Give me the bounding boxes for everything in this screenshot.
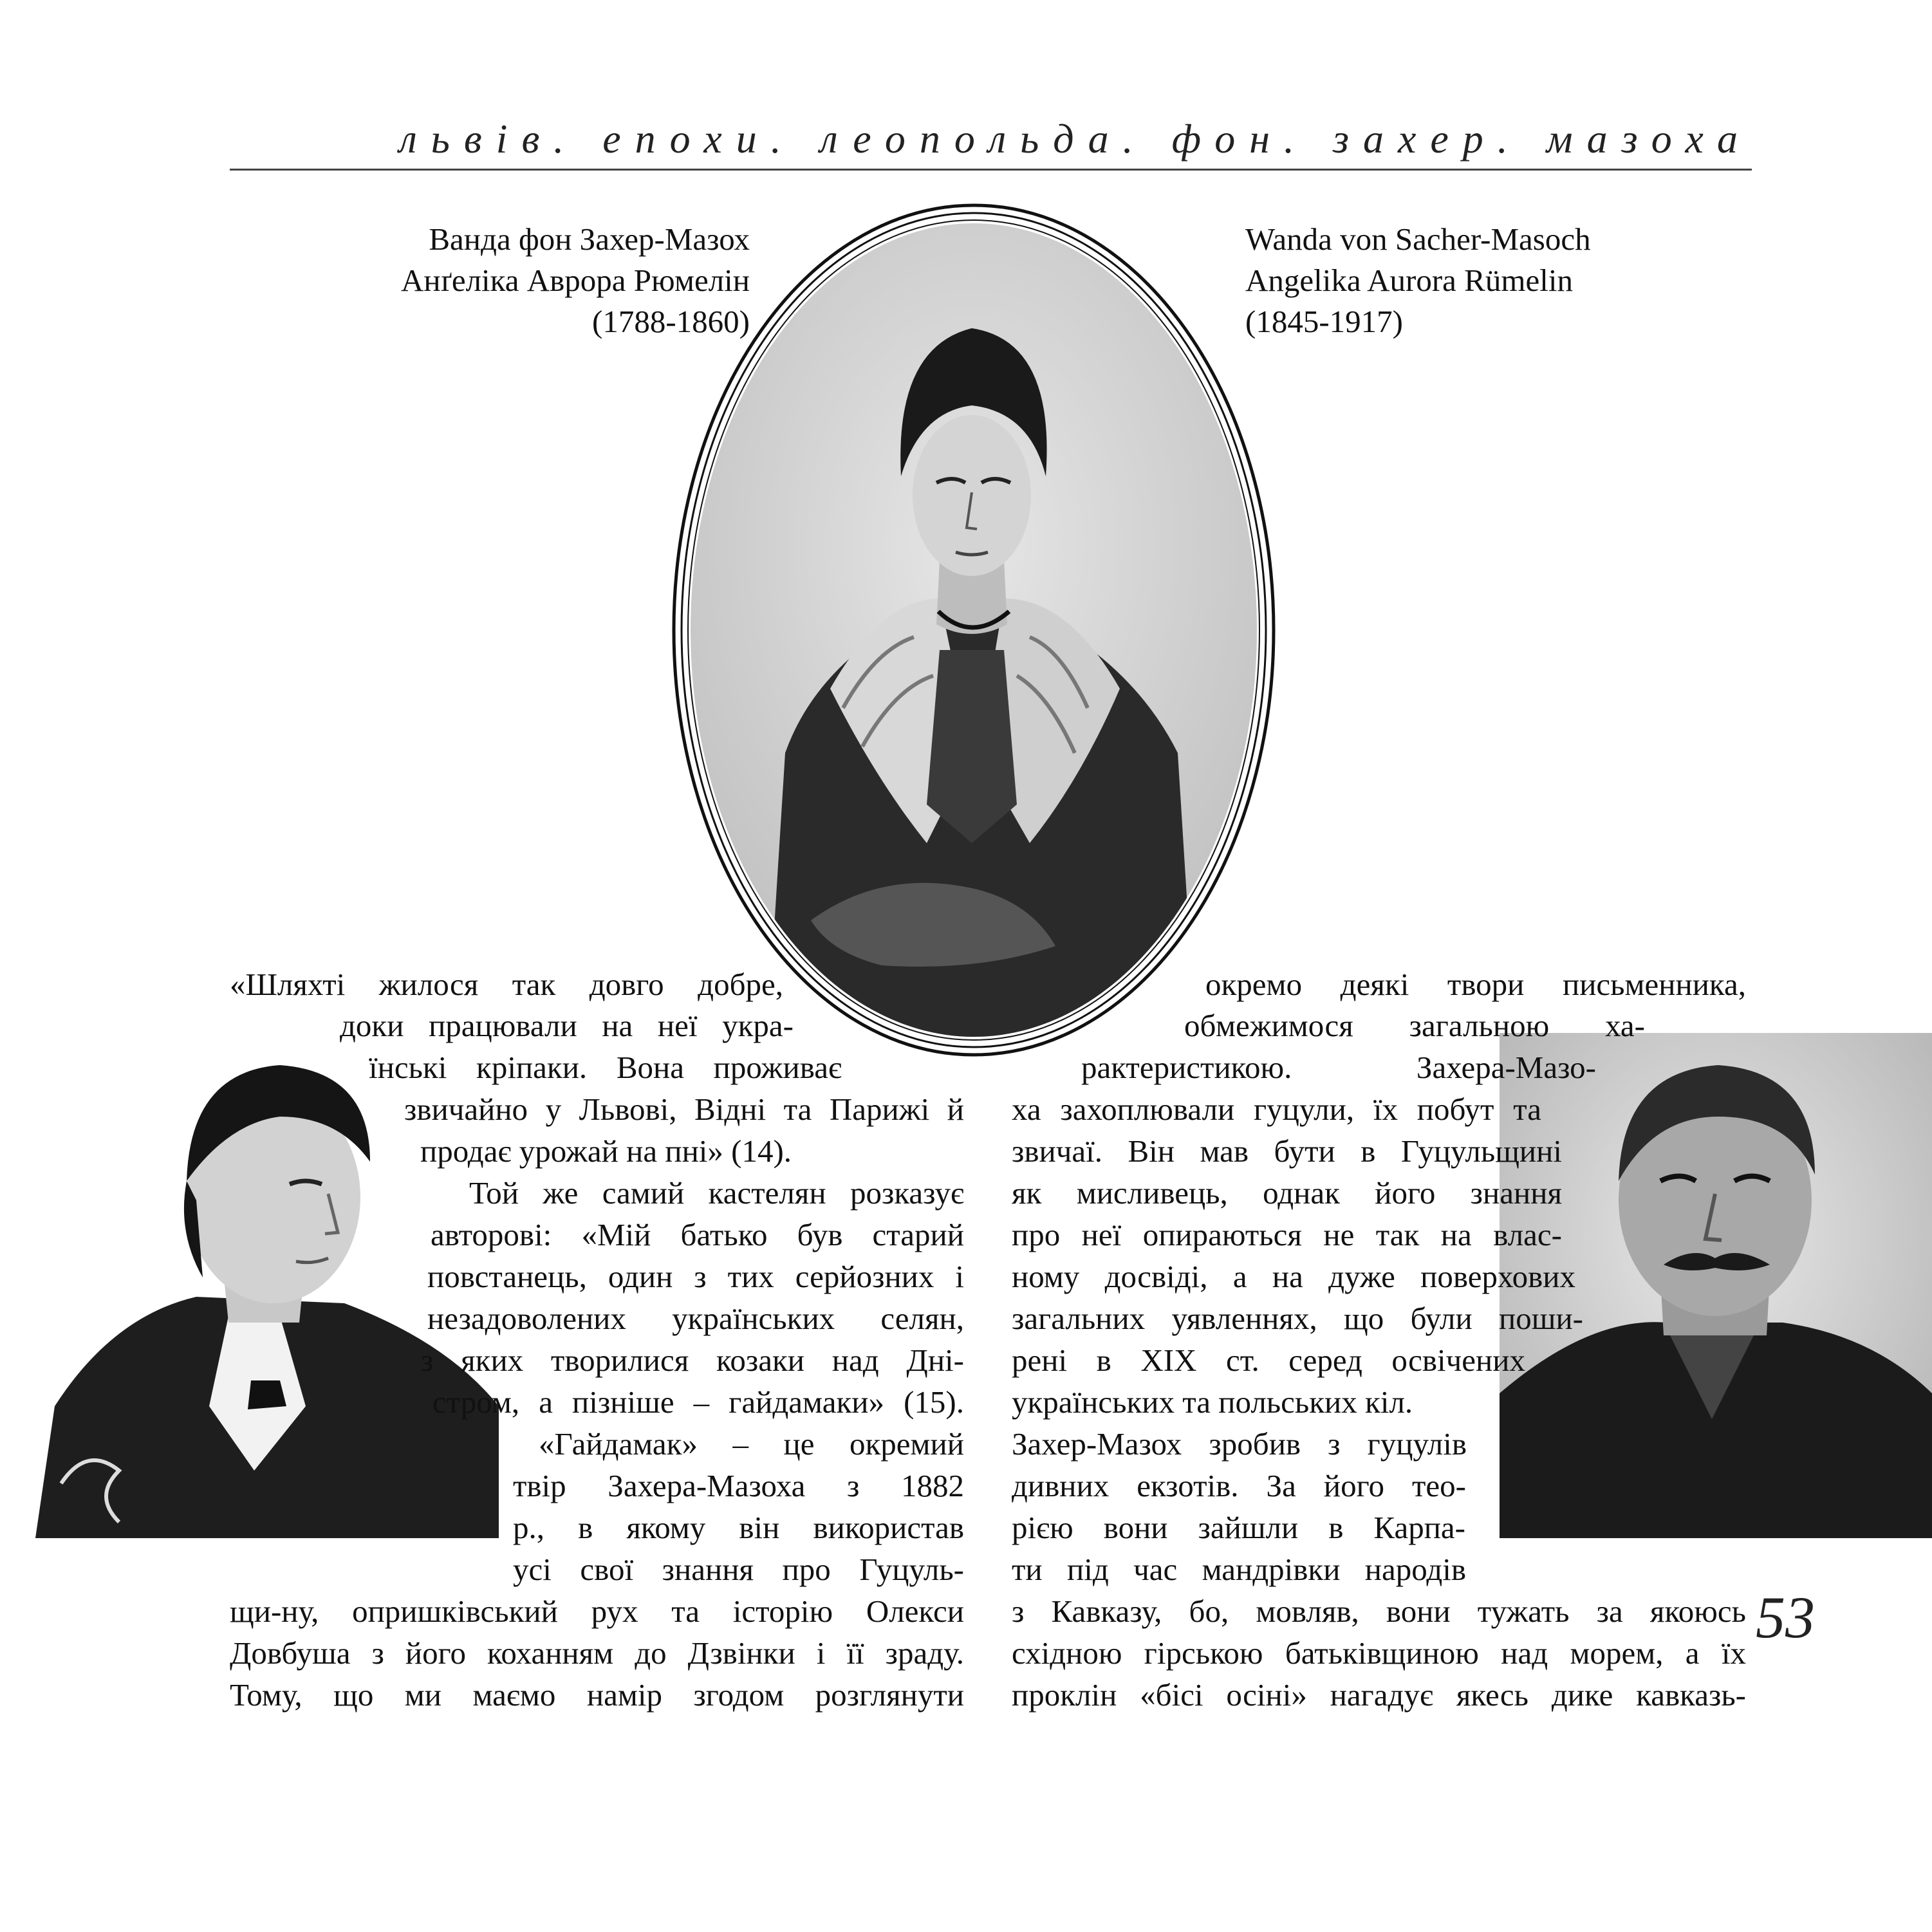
text-line: загальних уявленнях, що були поши-	[1012, 1301, 1583, 1336]
text-line: авторові: «Мій батько був старий	[431, 1217, 964, 1252]
text-line: рактеристикою. Захера-Мазо-	[1081, 1050, 1596, 1085]
text-line: Захер-Мазох зробив з гуцулів	[1012, 1426, 1467, 1462]
caption-right	[1245, 219, 1725, 342]
text-line: ному досвіді, а на дуже поверхових	[1012, 1259, 1575, 1294]
caption-left-line: Ванда фон Захер-Мазох	[429, 221, 750, 257]
text-line: «Гайдамак» – це окремий	[539, 1426, 964, 1462]
text-line: про неї опираються не так на влас-	[1012, 1217, 1562, 1252]
text-line: з Кавказу, бо, мовляв, вони тужать за якоюсь	[1012, 1593, 1746, 1629]
caption-left-line: (1788-1860)	[592, 304, 750, 339]
text-line: незадоволених українських селян,	[427, 1301, 964, 1336]
text-line: повстанець, один з тих серйозних і	[427, 1259, 964, 1294]
text-line: продає урожай на пні» (14).	[420, 1133, 792, 1169]
text-line: доки працювали на неї укра-	[340, 1008, 794, 1043]
caption-right-line: (1845-1917)	[1245, 304, 1403, 339]
text-line: стром, а пізніше – гайдамаки» (15).	[432, 1384, 964, 1420]
portrait-oval-frame	[669, 200, 1278, 1061]
text-line: звичаї. Він мав бути в Гуцульщині	[1012, 1133, 1562, 1169]
text-line: східною гірською батьківщиною над морем, а їх	[1012, 1635, 1746, 1671]
portrait-wanda-oval	[669, 200, 1278, 1061]
text-line: як мисливець, однак його знання	[1012, 1175, 1562, 1211]
text-line: Той же самий кастелян розказує	[469, 1175, 964, 1211]
text-line: рені в XIX ст. серед освічених	[1012, 1342, 1525, 1378]
caption-right-line: Wanda von Sacher-Masoch	[1245, 221, 1591, 257]
text-line: щи-ну, опришківський рух та історію Олекси	[230, 1593, 964, 1629]
text-line: українських та польських кіл.	[1012, 1384, 1413, 1420]
header-rule	[230, 169, 1752, 171]
text-line: ти під час мандрівки народів	[1012, 1552, 1466, 1587]
text-line: окремо деякі твори письменника,	[1205, 967, 1746, 1002]
text-line: з яких творилися козаки над Дні-	[421, 1342, 964, 1378]
text-line: рією вони зайшли в Карпа-	[1012, 1510, 1465, 1545]
caption-right-line: Angelika Aurora Rümelin	[1245, 263, 1573, 298]
text-line: р., в якому він використав	[513, 1510, 964, 1545]
running-header-title: львів. епохи. леопольда. фон. захер. мазоха	[398, 116, 1752, 162]
text-line: проклін «бісі осіні» нагадує якесь дике кавказь-	[1012, 1677, 1746, 1713]
text-line: ха захоплювали гуцули, їх побут та	[1012, 1091, 1541, 1127]
text-line: усі свої знання про Гуцуль-	[513, 1552, 964, 1587]
text-line: звичайно у Львові, Відні та Парижі й	[404, 1091, 964, 1127]
text-line: «Шляхті жилося так довго добре,	[230, 967, 783, 1002]
text-line: їнські кріпаки. Вона проживає	[369, 1050, 842, 1085]
text-line: Тому, що ми маємо намір згодом розглянути	[230, 1677, 964, 1713]
caption-left-line: Анґеліка Аврора Рюмелін	[401, 263, 750, 298]
text-line: дивних екзотів. За його тео-	[1012, 1468, 1466, 1503]
text-line: твір Захера-Мазоха з 1882	[513, 1468, 964, 1503]
text-line: обмежимося загальною ха-	[1184, 1008, 1645, 1043]
page-number: 53	[1756, 1584, 1815, 1650]
text-line: Довбуша з його коханням до Дзвінки і її зраду.	[230, 1635, 964, 1671]
running-header	[230, 116, 1752, 171]
